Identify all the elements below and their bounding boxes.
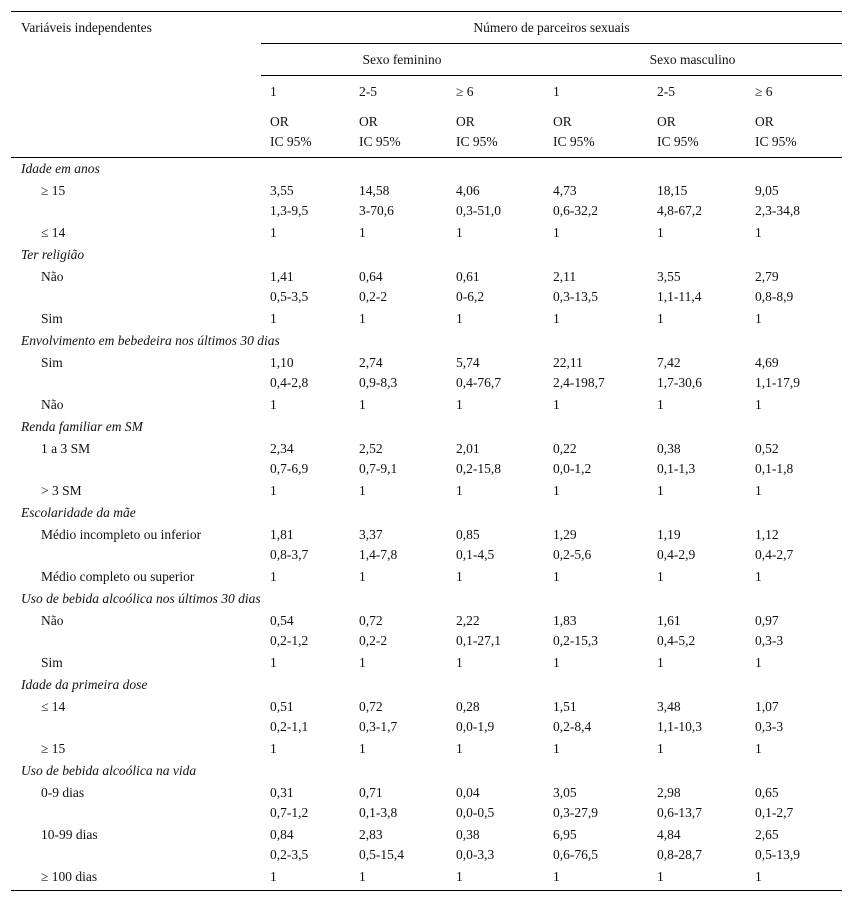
cell-ci: 0,0-0,5 — [456, 805, 495, 820]
cell-or: 1 — [456, 397, 463, 412]
header-ci-4: IC 95% — [657, 134, 699, 149]
cell-ci: 4,8-67,2 — [657, 203, 702, 218]
header-variables: Variáveis independentes — [21, 20, 152, 35]
cell-or: 1 — [359, 741, 366, 756]
cell-ci: 0-6,2 — [456, 289, 485, 304]
cell-or: 0,97 — [755, 613, 779, 628]
cell-or: 1 — [456, 869, 463, 884]
cell-or: 0,04 — [456, 785, 480, 800]
header-or-4: OR — [657, 114, 676, 129]
cell-or: 1 — [359, 483, 366, 498]
header-partners: Número de parceiros sexuais — [473, 20, 630, 35]
cell-or: 9,05 — [755, 183, 779, 198]
cell-ci: 0,4-2,9 — [657, 547, 696, 562]
row-label: 1 a 3 SM — [41, 441, 91, 456]
cell-ci: 0,7-9,1 — [359, 461, 398, 476]
cell-or: 1 — [755, 655, 762, 670]
header-ci-1: IC 95% — [359, 134, 401, 149]
cell-or: 4,06 — [456, 183, 480, 198]
cell-ci: 0,3-3 — [755, 633, 784, 648]
cell-ci: 0,3-1,7 — [359, 719, 398, 734]
cell-or: 0,54 — [270, 613, 294, 628]
cell-or: 1 — [456, 741, 463, 756]
row-label: 0-9 dias — [41, 785, 85, 800]
cell-ci: 0,6-13,7 — [657, 805, 702, 820]
row-label: Médio completo ou superior — [41, 569, 195, 584]
cell-or: 1 — [359, 569, 366, 584]
cell-or: 1 — [270, 741, 277, 756]
cell-or: 1,51 — [553, 699, 577, 714]
cell-ci: 0,2-3,5 — [270, 847, 309, 862]
cell-ci: 0,3-27,9 — [553, 805, 598, 820]
cell-or: 1 — [657, 483, 664, 498]
cell-ci: 1,1-17,9 — [755, 375, 800, 390]
cell-or: 1 — [755, 225, 762, 240]
section-title: Escolaridade da mãe — [21, 505, 136, 520]
cell-or: 0,52 — [755, 441, 779, 456]
cell-ci: 0,2-8,4 — [553, 719, 592, 734]
cell-or: 1,07 — [755, 699, 779, 714]
cell-or: 1 — [657, 225, 664, 240]
header-or-2: OR — [456, 114, 475, 129]
cell-ci: 0,8-3,7 — [270, 547, 309, 562]
row-label: Médio incompleto ou inferior — [41, 527, 202, 542]
cell-ci: 0,5-15,4 — [359, 847, 404, 862]
header-bottom-rule — [11, 157, 842, 158]
header-count-2: ≥ 6 — [456, 84, 474, 99]
section-title: Idade da primeira dose — [21, 677, 148, 692]
cell-ci: 0,4-5,2 — [657, 633, 696, 648]
cell-ci: 0,1-4,5 — [456, 547, 495, 562]
cell-ci: 0,2-1,2 — [270, 633, 309, 648]
header-group-female: Sexo feminino — [362, 52, 442, 67]
cell-or: 1 — [270, 569, 277, 584]
cell-or: 1,29 — [553, 527, 577, 542]
row-label: ≥ 100 dias — [41, 869, 98, 884]
row-label: ≥ 15 — [41, 183, 66, 198]
cell-ci: 0,6-32,2 — [553, 203, 598, 218]
cell-ci: 1,4-7,8 — [359, 547, 398, 562]
cell-ci: 0,2-2 — [359, 289, 388, 304]
cell-or: 4,73 — [553, 183, 577, 198]
cell-or: 0,64 — [359, 269, 383, 284]
cell-or: 1 — [657, 311, 664, 326]
cell-or: 5,74 — [456, 355, 480, 370]
cell-ci: 0,0-1,9 — [456, 719, 495, 734]
cell-or: 1 — [270, 869, 277, 884]
header-ci-3: IC 95% — [553, 134, 595, 149]
cell-or: 2,74 — [359, 355, 383, 370]
cell-or: 1 — [359, 225, 366, 240]
section-title: Uso de bebida alcoólica na vida — [21, 763, 197, 778]
row-label: Não — [41, 613, 64, 628]
cell-ci: 3-70,6 — [359, 203, 394, 218]
cell-ci: 0,4-76,7 — [456, 375, 501, 390]
header-count-0: 1 — [270, 84, 277, 99]
cell-or: 2,83 — [359, 827, 383, 842]
cell-or: 1 — [657, 397, 664, 412]
cell-or: 0,28 — [456, 699, 480, 714]
cell-or: 1 — [456, 225, 463, 240]
cell-or: 1 — [755, 311, 762, 326]
cell-or: 0,31 — [270, 785, 294, 800]
cell-ci: 0,3-3 — [755, 719, 784, 734]
cell-or: 2,65 — [755, 827, 779, 842]
cell-or: 1,61 — [657, 613, 681, 628]
cell-ci: 0,3-51,0 — [456, 203, 501, 218]
cell-or: 22,11 — [553, 355, 583, 370]
cell-ci: 0,4-2,7 — [755, 547, 794, 562]
cell-ci: 0,2-15,3 — [553, 633, 598, 648]
cell-ci: 0,2-15,8 — [456, 461, 501, 476]
cell-or: 1 — [456, 483, 463, 498]
cell-or: 1 — [657, 655, 664, 670]
cell-or: 1 — [755, 569, 762, 584]
header-or-1: OR — [359, 114, 378, 129]
section-title: Renda familiar em SM — [21, 419, 143, 434]
cell-or: 1 — [359, 397, 366, 412]
cell-or: 1 — [553, 655, 560, 670]
cell-or: 3,37 — [359, 527, 383, 542]
table-bottom-rule — [11, 890, 842, 891]
row-label: > 3 SM — [41, 483, 82, 498]
cell-or: 4,69 — [755, 355, 779, 370]
cell-or: 1 — [456, 569, 463, 584]
row-label: ≤ 14 — [41, 699, 66, 714]
header-ci-0: IC 95% — [270, 134, 312, 149]
cell-ci: 0,9-8,3 — [359, 375, 398, 390]
row-label: ≤ 14 — [41, 225, 66, 240]
cell-or: 3,48 — [657, 699, 681, 714]
cell-or: 2,98 — [657, 785, 681, 800]
cell-or: 0,72 — [359, 699, 383, 714]
cell-ci: 0,2-1,1 — [270, 719, 309, 734]
cell-or: 3,55 — [270, 183, 294, 198]
section-title: Envolvimento em bebedeira nos últimos 30 dias — [21, 333, 280, 348]
header-group-male: Sexo masculino — [649, 52, 736, 67]
cell-ci: 0,8-28,7 — [657, 847, 702, 862]
cell-or: 1 — [553, 311, 560, 326]
cell-ci: 0,8-8,9 — [755, 289, 794, 304]
cell-or: 0,84 — [270, 827, 294, 842]
cell-or: 0,22 — [553, 441, 577, 456]
cell-or: 1 — [456, 311, 463, 326]
row-label: 10-99 dias — [41, 827, 98, 842]
cell-ci: 1,1-10,3 — [657, 719, 702, 734]
cell-or: 2,01 — [456, 441, 480, 456]
cell-or: 4,84 — [657, 827, 681, 842]
header-or-5: OR — [755, 114, 774, 129]
cell-or: 0,71 — [359, 785, 383, 800]
cell-or: 0,61 — [456, 269, 480, 284]
cell-ci: 0,7-6,9 — [270, 461, 309, 476]
cell-or: 1 — [755, 483, 762, 498]
cell-or: 0,65 — [755, 785, 779, 800]
cell-or: 1 — [755, 741, 762, 756]
cell-or: 2,11 — [553, 269, 577, 284]
cell-or: 1 — [657, 741, 664, 756]
cell-or: 6,95 — [553, 827, 577, 842]
header-rule-2 — [261, 75, 842, 76]
cell-or: 1 — [657, 869, 664, 884]
cell-or: 1 — [553, 569, 560, 584]
cell-or: 1 — [359, 311, 366, 326]
cell-ci: 0,1-1,8 — [755, 461, 794, 476]
row-label: Não — [41, 397, 64, 412]
cell-or: 3,05 — [553, 785, 577, 800]
cell-or: 1,81 — [270, 527, 294, 542]
cell-ci: 0,1-3,8 — [359, 805, 398, 820]
cell-or: 2,22 — [456, 613, 480, 628]
cell-or: 1 — [270, 397, 277, 412]
header-count-4: 2-5 — [657, 84, 675, 99]
cell-ci: 0,4-2,8 — [270, 375, 309, 390]
cell-or: 1 — [657, 569, 664, 584]
cell-ci: 0,1-1,3 — [657, 461, 696, 476]
cell-or: 1,41 — [270, 269, 294, 284]
cell-or: 1 — [553, 869, 560, 884]
cell-or: 1 — [553, 741, 560, 756]
cell-or: 1,12 — [755, 527, 779, 542]
data-table — [11, 11, 842, 884]
cell-ci: 0,7-1,2 — [270, 805, 309, 820]
cell-ci: 1,1-11,4 — [657, 289, 702, 304]
row-label: ≥ 15 — [41, 741, 66, 756]
cell-or: 1 — [270, 655, 277, 670]
row-label: Não — [41, 269, 64, 284]
section-title: Ter religião — [21, 247, 85, 262]
cell-ci: 0,1-27,1 — [456, 633, 501, 648]
cell-or: 1 — [755, 869, 762, 884]
header-or-0: OR — [270, 114, 289, 129]
cell-or: 2,79 — [755, 269, 779, 284]
cell-or: 1 — [270, 311, 277, 326]
header-count-3: 1 — [553, 84, 560, 99]
cell-ci: 0,0-1,2 — [553, 461, 592, 476]
section-title: Uso de bebida alcoólica nos últimos 30 dias — [21, 591, 261, 606]
cell-or: 3,55 — [657, 269, 681, 284]
cell-or: 0,85 — [456, 527, 480, 542]
cell-or: 0,72 — [359, 613, 383, 628]
cell-ci: 2,3-34,8 — [755, 203, 800, 218]
cell-or: 1,83 — [553, 613, 577, 628]
cell-ci: 0,3-13,5 — [553, 289, 598, 304]
cell-or: 1 — [270, 483, 277, 498]
header-ci-5: IC 95% — [755, 134, 797, 149]
cell-or: 1 — [359, 869, 366, 884]
cell-or: 0,38 — [657, 441, 681, 456]
cell-ci: 0,6-76,5 — [553, 847, 598, 862]
cell-ci: 0,0-3,3 — [456, 847, 495, 862]
header-count-5: ≥ 6 — [755, 84, 773, 99]
header-ci-2: IC 95% — [456, 134, 498, 149]
cell-ci: 0,5-13,9 — [755, 847, 800, 862]
cell-or: 2,52 — [359, 441, 383, 456]
cell-or: 14,58 — [359, 183, 390, 198]
cell-or: 18,15 — [657, 183, 688, 198]
cell-or: 0,51 — [270, 699, 294, 714]
cell-or: 1 — [270, 225, 277, 240]
header-count-1: 2-5 — [359, 84, 377, 99]
row-label: Sim — [41, 355, 63, 370]
section-title: Idade em anos — [21, 161, 100, 176]
cell-or: 1,10 — [270, 355, 294, 370]
cell-ci: 0,2-2 — [359, 633, 388, 648]
cell-ci: 0,2-5,6 — [553, 547, 592, 562]
cell-or: 1 — [456, 655, 463, 670]
cell-or: 1,19 — [657, 527, 681, 542]
cell-ci: 1,7-30,6 — [657, 375, 702, 390]
cell-or: 1 — [755, 397, 762, 412]
cell-or: 1 — [553, 225, 560, 240]
row-label: Sim — [41, 311, 63, 326]
cell-ci: 1,3-9,5 — [270, 203, 309, 218]
cell-or: 2,34 — [270, 441, 294, 456]
header-or-3: OR — [553, 114, 572, 129]
row-label: Sim — [41, 655, 63, 670]
header-rule-1 — [261, 43, 842, 44]
cell-or: 1 — [553, 483, 560, 498]
cell-or: 1 — [553, 397, 560, 412]
cell-ci: 0,5-3,5 — [270, 289, 309, 304]
cell-or: 1 — [359, 655, 366, 670]
cell-or: 0,38 — [456, 827, 480, 842]
cell-ci: 2,4-198,7 — [553, 375, 605, 390]
cell-ci: 0,1-2,7 — [755, 805, 794, 820]
cell-or: 7,42 — [657, 355, 681, 370]
